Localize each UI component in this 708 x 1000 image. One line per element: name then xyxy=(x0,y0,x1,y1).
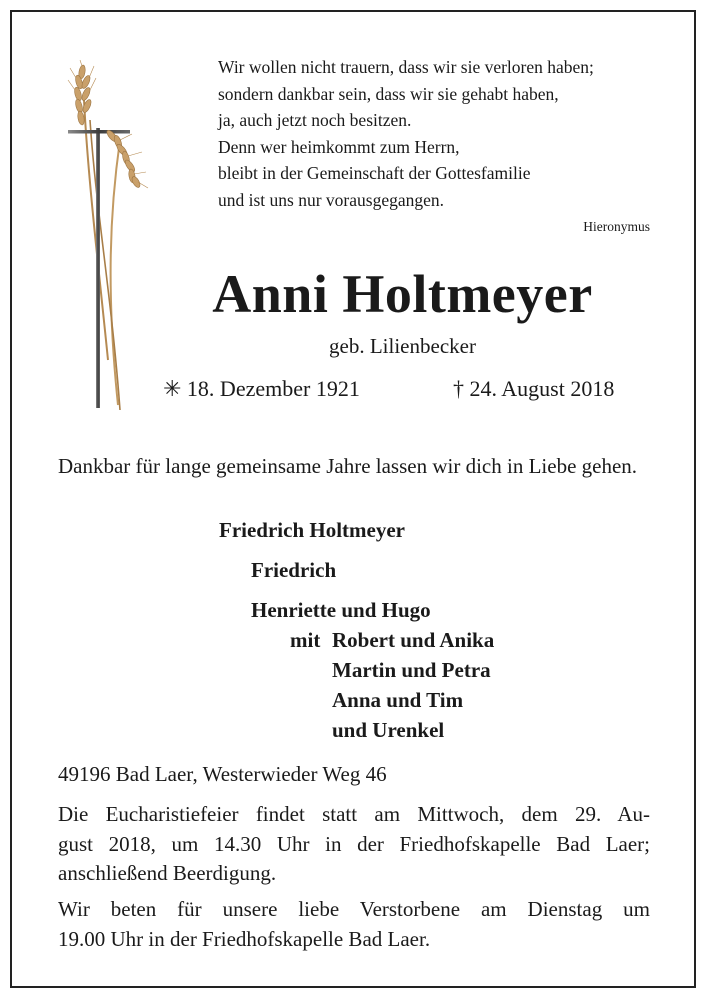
address: 49196 Bad Laer, Westerwieder Weg 46 xyxy=(58,762,387,786)
mourner-spouse: Friedrich Holtmeyer xyxy=(219,518,406,542)
mourner-grandchildren-2: Martin und Petra xyxy=(332,658,491,682)
mourner-son: Friedrich xyxy=(251,558,337,582)
poem-line: Denn wer heimkommt zum Herrn, xyxy=(218,136,460,157)
intro-text: Dankbar für lange gemeinsame Jahre lassen wir dich in Liebe gehen. xyxy=(58,454,638,478)
service-line: gust 2018, um 14.30 Uhr in der Friedhofskapelle Bad Laer; xyxy=(58,831,650,856)
prayer-line: 19.00 Uhr in der Friedhofskapelle Bad Laer. xyxy=(58,926,431,951)
death-date: † 24. August 2018 xyxy=(453,376,615,401)
birth-date: ✳ 18. Dezember 1921 xyxy=(163,376,360,401)
poem-line: Wir wollen nicht trauern, dass wir sie verloren haben; xyxy=(218,57,594,77)
poem-author: Hieronymus xyxy=(583,219,650,234)
mourner-grandchildren-3: Anna und Tim xyxy=(332,688,464,712)
poem xyxy=(218,54,658,214)
mourner-great-grandchildren: und Urenkel xyxy=(332,718,445,742)
service-info xyxy=(58,800,650,889)
mourner-with-label: mit xyxy=(290,628,321,652)
poem-line: sondern dankbar sein, dass wir sie gehabt haben, xyxy=(218,83,559,104)
mourner-daughter: Henriette und Hugo xyxy=(251,598,431,622)
prayer-info xyxy=(58,895,650,954)
poem-line: und ist uns nur vorausgegangen. xyxy=(218,189,445,210)
cross-with-wheat-icon xyxy=(60,60,150,415)
poem-line: ja, auch jetzt noch besitzen. xyxy=(218,110,412,131)
poem-line: bleibt in der Gemeinschaft der Gottesfamilie xyxy=(218,163,531,184)
service-line: Die Eucharistiefeier findet statt am Mittwoch, dem 29. Au- xyxy=(58,802,650,826)
maiden-name: geb. Lilienbecker xyxy=(329,334,476,358)
service-line: anschließend Beerdigung. xyxy=(58,861,277,885)
mourner-grandchildren-1: Robert und Anika xyxy=(332,628,495,652)
deceased-name: Anni Holtmeyer xyxy=(212,264,593,324)
prayer-line: Wir beten für unsere liebe Verstorbene am Dienstag um xyxy=(58,897,650,921)
